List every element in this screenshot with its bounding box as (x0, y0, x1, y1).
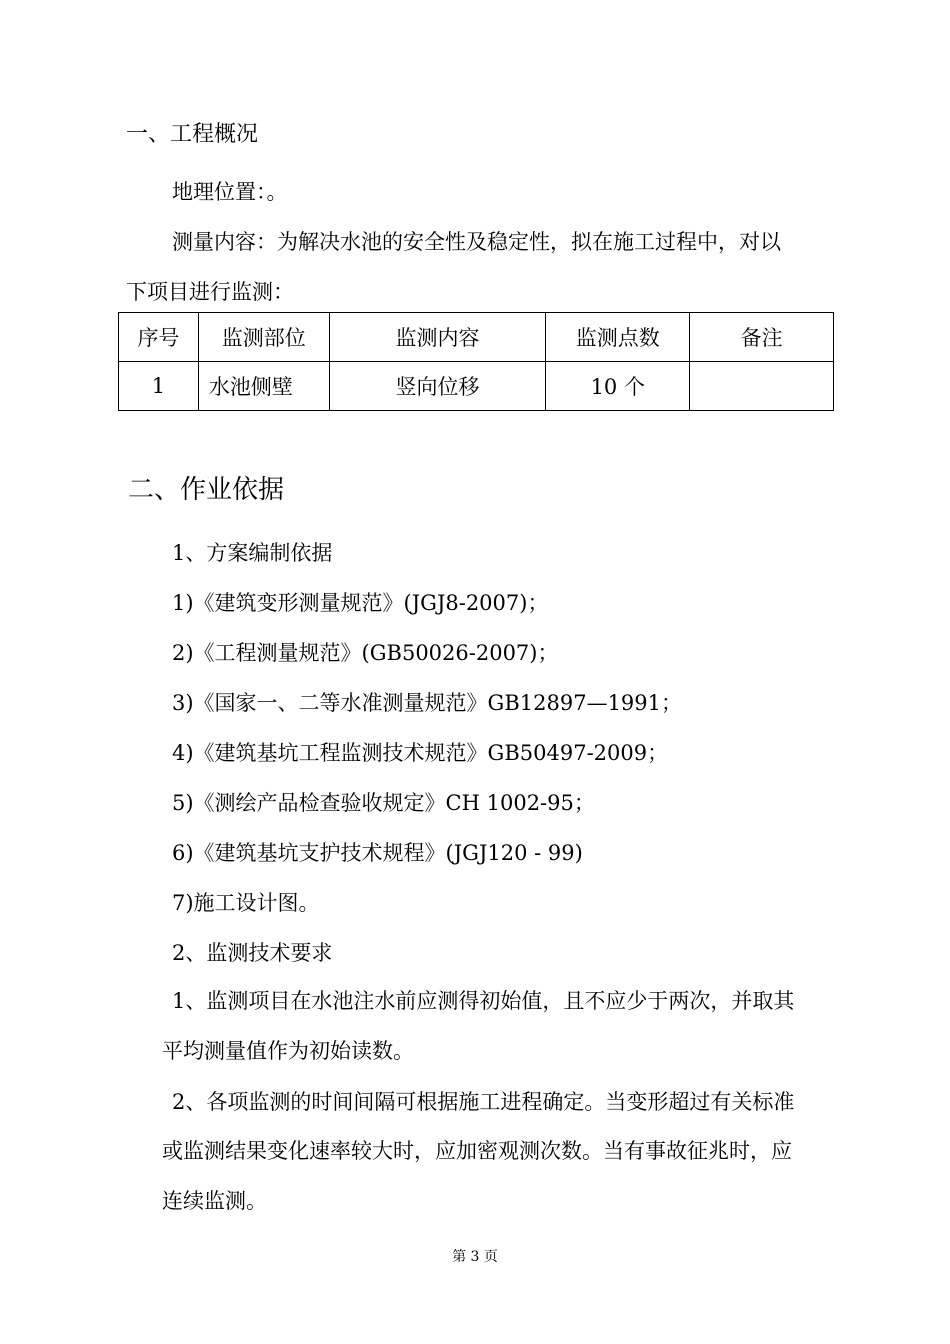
table-cell: 水池侧壁 (198, 362, 329, 411)
sub-heading-requirements: 2、监测技术要求 (172, 941, 333, 965)
requirement-2-line-1: 2、各项监测的时间间隔可根据施工进程确定。当变形超过有关标准 (172, 1090, 795, 1114)
section2-heading: 二、作业依据 (128, 475, 285, 505)
table-header-cell: 监测点数 (546, 313, 690, 362)
table-header-cell: 监测内容 (329, 313, 546, 362)
page-number: 第 3 页 (452, 1249, 498, 1265)
table-header-cell: 序号 (119, 313, 199, 362)
sub-heading-basis: 1、方案编制依据 (172, 541, 333, 565)
reference-item: 1)《建筑变形测量规范》(JGJ8-2007)； (172, 591, 549, 615)
table-cell: 竖向位移 (329, 362, 546, 411)
table-cell (690, 362, 834, 411)
requirement-1-line-2: 平均测量值作为初始读数。 (162, 1039, 414, 1063)
reference-item: 2)《工程测量规范》(GB50026-2007)； (172, 641, 559, 665)
table-header-cell: 监测部位 (198, 313, 329, 362)
content-line-2: 下项目进行监测： (126, 280, 294, 304)
section1-heading: 一、工程概况 (126, 122, 259, 147)
table-header-row (119, 313, 834, 362)
location-line: 地理位置：。 (172, 180, 288, 204)
requirement-2-line-2: 或监测结果变化速率较大时，应加密观测次数。当有事故征兆时，应 (162, 1139, 792, 1163)
reference-item: 6)《建筑基坑支护技术规程》(JGJ120 - 99) (172, 841, 583, 865)
reference-item: 4)《建筑基坑工程监测技术规范》GB50497-2009； (172, 741, 669, 765)
table-cell: 10 个 (546, 362, 690, 411)
table-header-cell: 备注 (690, 313, 834, 362)
table-cell: 1 (119, 362, 199, 411)
monitoring-table (118, 312, 834, 411)
reference-item: 5)《测绘产品检查验收规定》CH 1002-95； (172, 791, 595, 815)
requirement-1-line-1: 1、监测项目在水池注水前应测得初始值，且不应少于两次，并取其 (172, 989, 795, 1013)
requirement-2-line-3: 连续监测。 (162, 1189, 267, 1213)
table-row (119, 362, 834, 411)
content-line-1: 测量内容：为解决水池的安全性及稳定性，拟在施工过程中，对以 (172, 230, 781, 254)
reference-item: 7)施工设计图。 (172, 891, 320, 915)
reference-item: 3)《国家一、二等水准测量规范》GB12897—1991； (172, 691, 683, 715)
